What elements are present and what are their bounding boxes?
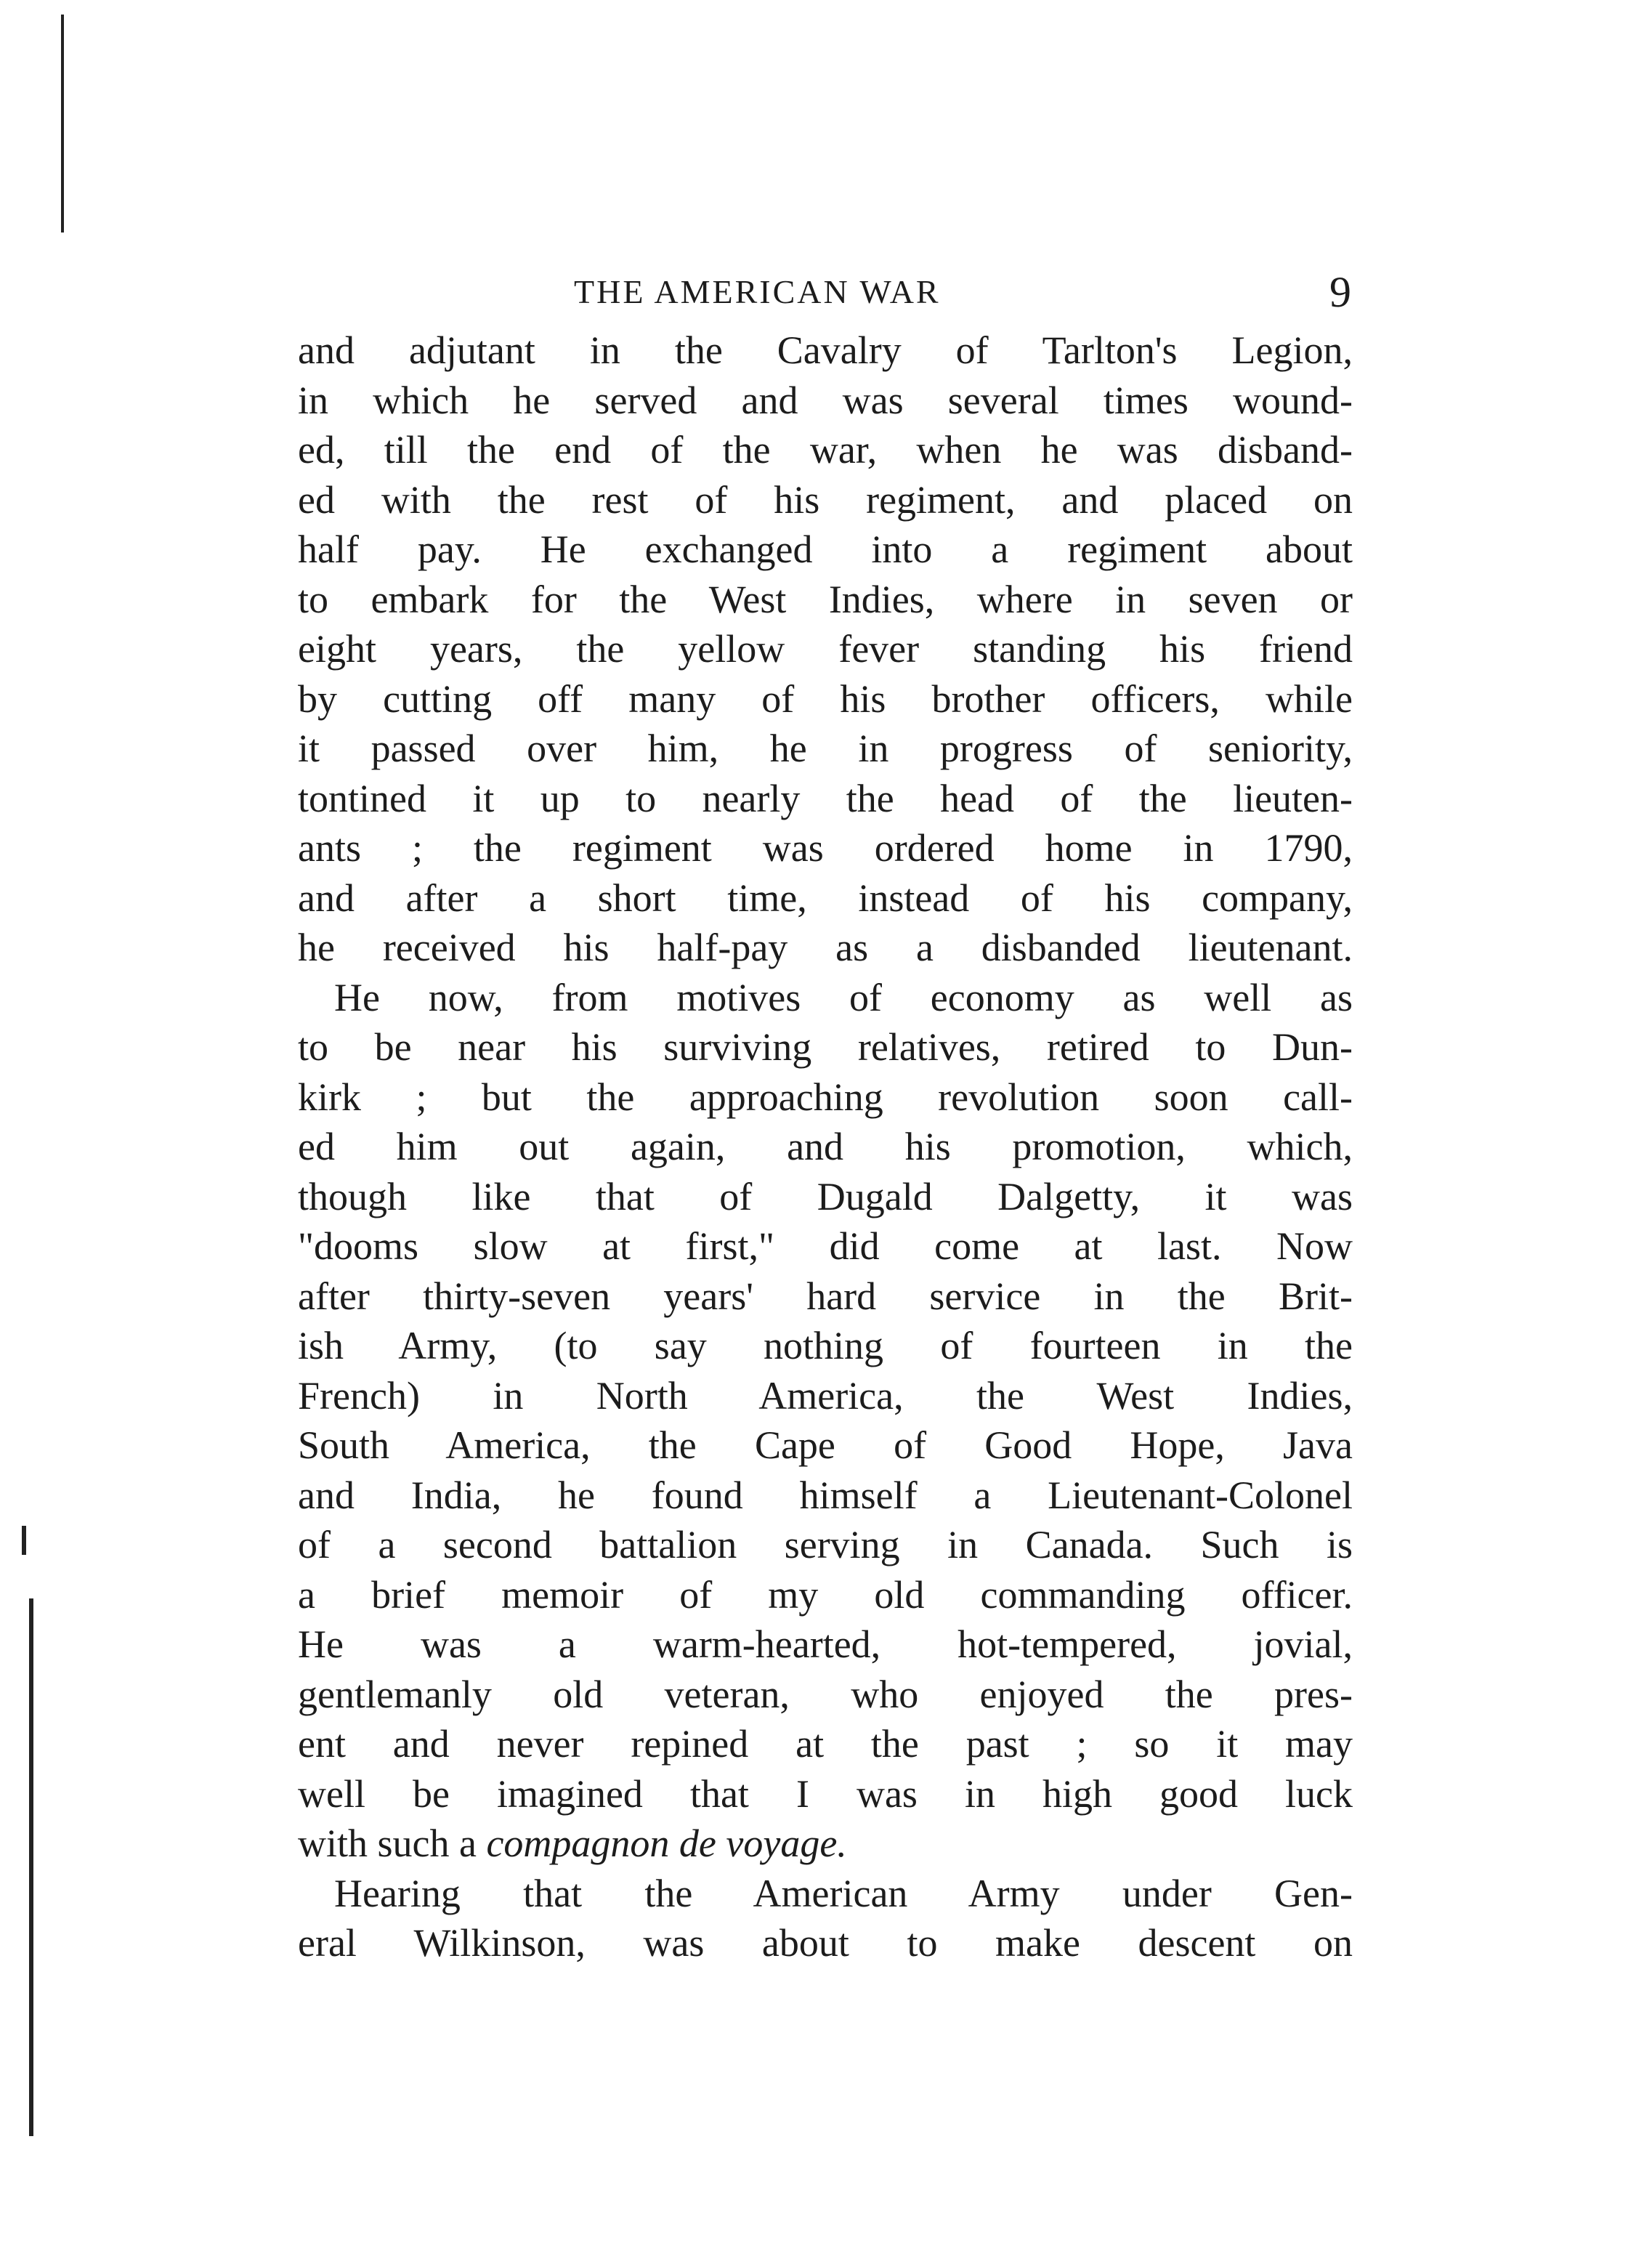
text-line: kirk ; but the approaching revolution soon call- [298,1075,1353,1119]
scan-margin-mark [29,1598,33,2136]
text-line: ed, till the end of the war, when he was disband- [298,428,1353,472]
page-number: 9 [1329,268,1351,316]
text-line: He was a warm-hearted, hot-tempered, jovial, [298,1622,1353,1666]
text-line: eight years, the yellow fever standing his friend [298,627,1353,671]
paragraph [298,1869,1353,1968]
text-line: half pay. He exchanged into a regiment about [298,527,1353,571]
text-line: and after a short time, instead of his company, [298,876,1353,920]
text-line: after thirty-seven years' hard service in the Brit- [298,1274,1353,1318]
text-line: eral Wilkinson, was about to make descent on [298,1921,1353,1965]
text-line: French) in North America, the West Indies, [298,1373,1353,1418]
text-line: though like that of Dugald Dalgetty, it was [298,1174,1353,1218]
page-header [298,263,1351,321]
text-line: tontined it up to nearly the head of the lieuten- [298,776,1353,820]
text-line [298,1819,1353,1869]
text-line: "dooms slow at first," did come at last. Now [298,1224,1353,1268]
body-text [298,326,1353,1968]
text-line: ed with the rest of his regiment, and placed on [298,477,1353,522]
running-head: THE AMERICAN WAR [574,273,941,310]
text-line: He now, from motives of economy as well as [334,975,1353,1019]
text-line: Hearing that the American Army under Gen- [334,1871,1353,1915]
text-line: in which he served and was several times wound- [298,378,1353,422]
text-line: gentlemanly old veteran, who enjoyed the pres- [298,1672,1353,1716]
text-line: and India, he found himself a Lieutenant-Colonel [298,1473,1353,1517]
text-line: ent and never repined at the past ; so it may [298,1722,1353,1766]
paragraph [298,326,1353,973]
text-line: by cutting off many of his brother officers, while [298,676,1353,721]
scan-margin-mark [22,1526,26,1555]
text-line: it passed over him, he in progress of seniority, [298,727,1353,770]
paragraph [298,973,1353,1869]
italic-phrase: compagnon de voyage. [486,1822,847,1865]
text-line: ish Army, (to say nothing of fourteen in the [298,1324,1353,1367]
text-line: South America, the Cape of Good Hope, Java [298,1423,1353,1467]
scan-margin-mark [61,15,64,233]
text-line: to embark for the West Indies, where in seven or [298,577,1353,621]
text-line: to be near his surviving relatives, retired to Dun- [298,1025,1353,1069]
text-line-prefix: with such a [298,1822,487,1865]
text-line: and adjutant in the Cavalry of Tarlton's Legion, [298,328,1353,372]
text-line: well be imagined that I was in high good luck [298,1771,1353,1816]
text-line: he received his half-pay as a disbanded lieutenant. [298,926,1353,969]
text-line: of a second battalion serving in Canada. Such is [298,1523,1353,1566]
text-line: a brief memoir of my old commanding officer. [298,1572,1353,1617]
text-line: ants ; the regiment was ordered home in 1790, [298,826,1353,870]
text-line: ed him out again, and his promotion, which, [298,1125,1353,1168]
